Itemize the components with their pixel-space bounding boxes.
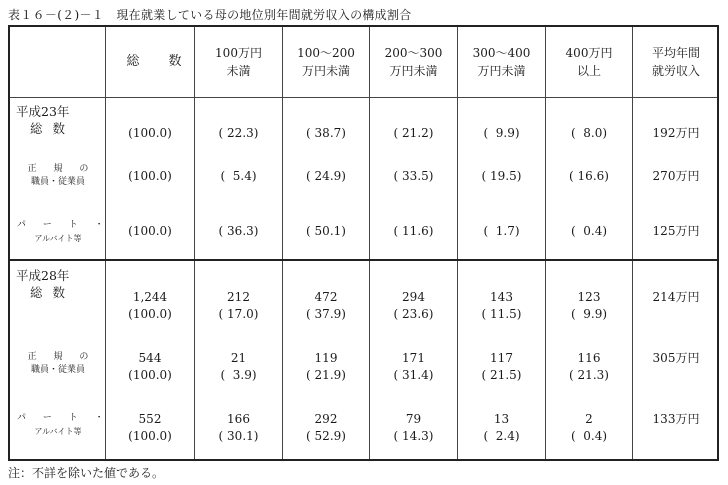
cell-total: 544 (100.0) (128, 351, 172, 382)
cell-under-100: 212 ( 17.0) (218, 290, 259, 321)
cell-100-200: ( 50.1) (306, 223, 346, 238)
cell-average-income: 214万円 (652, 289, 700, 304)
table-title: 表１６－(２)－１ 現在就業している母の地位別年間就労収入の構成割合 (8, 8, 412, 22)
section-year-label: 平成23年 総数 (16, 104, 76, 136)
header-300-400: 300～400 万円未満 (472, 46, 531, 78)
row-label-part-time: パ ー ト ・ アルバイト等 (17, 220, 111, 243)
cell-300-400: 143 ( 11.5) (481, 290, 522, 321)
cell-200-300: 294 ( 23.6) (393, 290, 434, 321)
cell-under-100: 166 ( 30.1) (218, 412, 259, 443)
cell-under-100: ( 22.3) (218, 125, 259, 140)
cell-average-income: 305万円 (652, 350, 700, 365)
income-table (8, 25, 719, 461)
cell-under-100: 21 ( 3.9) (220, 351, 257, 382)
cell-200-300: ( 21.2) (393, 125, 434, 140)
cell-total: (100.0) (128, 125, 172, 140)
cell-300-400: ( 1.7) (483, 223, 520, 238)
cell-200-300: ( 33.5) (393, 168, 434, 183)
cell-100-200: 472 ( 37.9) (306, 290, 346, 321)
cell-average-income: 125万円 (652, 223, 700, 238)
cell-total: 552 (100.0) (128, 412, 172, 443)
header-divider (10, 97, 717, 98)
header-total: 総 数 (126, 54, 190, 69)
cell-total: 1,244 (100.0) (128, 290, 172, 321)
section-divider (10, 259, 717, 261)
cell-400-plus: 2 ( 0.4) (570, 412, 608, 443)
cell-100-200: ( 24.9) (306, 168, 346, 183)
cell-total: (100.0) (128, 223, 172, 238)
cell-400-plus: ( 16.6) (569, 168, 609, 183)
table-note: 注：不詳を除いた値である。 (8, 466, 165, 480)
row-label-regular: 正 規 の 職員・従業員 (27, 352, 96, 375)
cell-400-plus: 123 ( 9.9) (570, 290, 608, 321)
row-label-total: 総数 (30, 121, 76, 136)
cell-300-400: 13 ( 2.4) (483, 412, 520, 443)
cell-200-300: 171 ( 31.4) (393, 351, 434, 382)
header-200-300: 200～300 万円未満 (384, 46, 443, 78)
cell-average-income: 133万円 (652, 411, 700, 426)
header-400-plus: 400万円 以上 (565, 46, 613, 78)
row-label-regular: 正 規 の 職員・従業員 (27, 164, 96, 187)
cell-average-income: 192万円 (652, 125, 700, 140)
cell-under-100: ( 5.4) (220, 168, 257, 183)
cell-200-300: 79 ( 14.3) (393, 412, 434, 443)
cell-total: (100.0) (128, 168, 172, 183)
cell-300-400: 117 ( 21.5) (481, 351, 522, 382)
header-average-income: 平均年間 就労収入 (651, 46, 700, 78)
section-year-label: 平成28年 総数 (16, 268, 76, 300)
cell-400-plus: ( 8.0) (570, 125, 608, 140)
row-label-total: 総数 (30, 285, 76, 300)
header-100-200: 100～200 万円未満 (297, 46, 355, 78)
cell-average-income: 270万円 (652, 168, 700, 183)
header-under-100: 100万円 未満 (215, 46, 262, 78)
row-label-part-time: パ ー ト ・ アルバイト等 (17, 413, 111, 436)
cell-100-200: ( 38.7) (306, 125, 346, 140)
cell-200-300: ( 11.6) (393, 223, 434, 238)
cell-100-200: 292 ( 52.9) (306, 412, 346, 443)
cell-100-200: 119 ( 21.9) (306, 351, 346, 382)
cell-300-400: ( 19.5) (481, 168, 522, 183)
cell-under-100: ( 36.3) (218, 223, 259, 238)
cell-400-plus: 116 ( 21.3) (569, 351, 609, 382)
cell-300-400: ( 9.9) (483, 125, 520, 140)
cell-400-plus: ( 0.4) (570, 223, 608, 238)
